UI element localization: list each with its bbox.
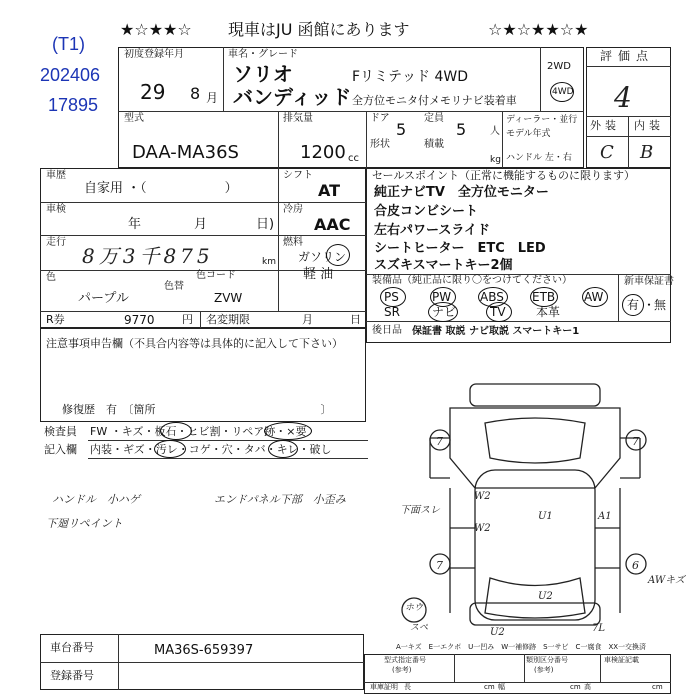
name-label: 車名・グレード xyxy=(228,49,298,60)
mileage-unit: km xyxy=(262,257,276,267)
diagram-label-a1: A1 xyxy=(598,511,612,522)
score-label: 評価点 xyxy=(600,49,655,63)
attach-value: 保証書 取説 ナビ取説 スマートキー1 xyxy=(412,326,580,337)
cap-label: 定員 xyxy=(424,113,444,124)
registration-label: 登録番号 xyxy=(50,669,94,682)
grade-note: 全方位モニタ付メモリナビ装着車 xyxy=(352,94,517,107)
diagram-label-hou: ホウ xyxy=(405,603,424,613)
fuel-circle xyxy=(326,244,350,266)
chassis-value: MA36S-659397 xyxy=(154,643,254,658)
namechange-day: 日 xyxy=(350,313,361,326)
hw-note-2: エンドパネル下部 小歪み xyxy=(214,493,346,506)
color-no-label: 色替 xyxy=(164,281,184,292)
diagram-front-body xyxy=(450,408,620,488)
score-ext: C xyxy=(600,142,614,163)
load-label: 積載 xyxy=(424,139,444,150)
inspection-month: 月 xyxy=(194,217,208,232)
inspector-label-2: 記入欄 xyxy=(44,443,77,456)
shape-label: 形状 xyxy=(370,139,390,150)
footer-ref-2: (参考) xyxy=(534,666,554,674)
selling-point-5: スズキスマートキー2個 xyxy=(374,258,513,273)
car-name-2: バンディッド xyxy=(233,85,352,109)
equip-tv: TV xyxy=(490,305,506,319)
equip-aw-circle xyxy=(582,287,608,307)
equip-ps: PS xyxy=(384,290,399,304)
warranty-circle xyxy=(622,294,644,316)
footer-height: 高 xyxy=(584,683,591,691)
banner-text: 現車はJU 函館にあります xyxy=(228,20,410,39)
fuel-value-1: ガソリン xyxy=(298,250,347,264)
score-int-label: 内装 xyxy=(634,119,664,132)
color-code-label: 色コード xyxy=(196,270,236,281)
diagram-mark-fr: 7 xyxy=(632,435,639,448)
damage-legend: A一キズ E一エクボ U一凹み W一補修跡 S一サビ C一腐食 XX一交換済 xyxy=(396,643,647,651)
footer-cert: 車検証記載 xyxy=(604,656,639,664)
diagram-windshield xyxy=(485,418,585,463)
equip-etb-circle xyxy=(530,287,558,307)
inspector-row-2: 内装・ギズ・汚レ・コゲ・穴・タバ・キレ・破し xyxy=(90,443,332,456)
diagram-front-bumper xyxy=(470,384,600,406)
lot-date: 202406 xyxy=(40,65,101,85)
history-value: 自家用 ・（ ） xyxy=(84,181,238,196)
door-label: ドア xyxy=(370,113,390,124)
color-code: ZVW xyxy=(214,291,243,305)
history-label: 車歴 xyxy=(46,170,66,181)
diagram-label-spare: スペ xyxy=(410,623,429,633)
inspector-circle-1 xyxy=(160,422,192,440)
inspector-row-1: FW ・キズ・板石・ヒビ割・リペア跡・×要 xyxy=(90,425,307,438)
diagram-label-u2-a: U2 xyxy=(538,591,553,602)
fuel-label: 燃料 xyxy=(283,237,303,248)
diagram-mark-rl: 7 xyxy=(436,559,443,572)
equip-etb: ETB xyxy=(532,290,556,304)
footer-width: 幅 xyxy=(498,683,505,691)
chassis-label: 車台番号 xyxy=(50,641,94,654)
diagram-label-aw: AWキズ xyxy=(648,575,685,586)
notes-title: 注意事項申告欄（不具合内容等は具体的に記入して下さい） xyxy=(46,337,343,350)
score-ext-label: 外装 xyxy=(590,119,620,132)
diagram-label-underside: 下面スレ xyxy=(400,505,440,516)
load-unit: kg xyxy=(490,155,501,165)
namechange-month: 月 xyxy=(302,313,313,326)
model-label: 型式 xyxy=(124,113,144,124)
footer-garage: 車庫証明 xyxy=(370,683,398,691)
selling-point-4: シートヒーター ETC LED xyxy=(374,241,546,256)
footer-cm-1: cm xyxy=(484,683,495,691)
selling-point-3: 左右パワースライド xyxy=(374,223,490,238)
equip-ps-circle xyxy=(380,287,406,307)
shift-value: AT xyxy=(318,181,341,200)
footer-ref-1: (参考) xyxy=(392,666,412,674)
diagram-mark-rr: 6 xyxy=(632,559,639,572)
disp-unit: cc xyxy=(348,153,359,164)
warranty-label: 新車保証書 xyxy=(624,276,674,287)
notes-repair: 修復歴 有 〔箇所 〕 xyxy=(62,403,332,416)
warranty-no: 無 xyxy=(654,298,667,312)
door-value: 5 xyxy=(396,120,407,139)
rtax-unit: 円 xyxy=(182,313,193,326)
cap-unit: 人 xyxy=(490,126,500,137)
footer-cm-3: cm xyxy=(652,683,663,691)
inspection-day: 日) xyxy=(256,217,275,232)
banner-stars-right: ☆★☆★★☆★ xyxy=(488,20,589,39)
equip-leather: 本革 xyxy=(536,305,561,319)
score-value: 4 xyxy=(614,81,632,114)
inspection-label: 車検 xyxy=(46,204,66,215)
hw-note-1: ハンドル 小ハゲ xyxy=(52,493,140,506)
reg-label: 初度登録年月 xyxy=(124,49,184,60)
dealer-label: ディーラー・並行 xyxy=(506,115,578,125)
equip-pw: PW xyxy=(432,290,452,304)
equip-title: 装備品（純正品に限り〇をつけてください） xyxy=(372,275,572,286)
ac-value: AAC xyxy=(314,215,351,234)
footer-type-no: 型式指定番号 xyxy=(384,656,426,664)
equip-navi-circle xyxy=(428,302,458,322)
reg-year: 29 xyxy=(140,80,166,104)
drive-2wd: 2WD xyxy=(547,61,571,72)
selling-title: セールスポイント（正常に機能するものに限ります） xyxy=(372,169,636,182)
reg-month: 8 xyxy=(190,84,201,103)
equip-navi: ナビ xyxy=(432,305,457,319)
diagram-label-w2-a: W2 xyxy=(474,491,491,502)
equip-tv-circle xyxy=(486,302,512,322)
cap-value: 5 xyxy=(456,120,467,139)
equip-aw: AW xyxy=(584,290,604,304)
warranty-yes: 有 xyxy=(627,298,640,312)
banner-stars-left: ★☆★★☆ xyxy=(120,20,192,39)
disp-label: 排気量 xyxy=(283,113,313,124)
diagram-label-w2-b: W2 xyxy=(474,523,491,534)
footer-cm-2: cm xyxy=(570,683,581,691)
selling-point-2: 合皮コンビシート xyxy=(374,204,479,219)
handle-label: ハンドル 左・右 xyxy=(506,153,572,163)
equip-abs: ABS xyxy=(480,290,504,304)
footer-length: 長 xyxy=(404,683,411,691)
namechange-label: 名変期限 xyxy=(206,313,250,326)
score-int: B xyxy=(640,142,654,163)
grade: Fリミテッド 4WD xyxy=(352,69,469,85)
equip-sr: SR xyxy=(384,305,400,319)
disp-value: 1200 xyxy=(300,142,346,163)
diagram-label-7l: 7L xyxy=(592,623,606,634)
shift-label: シフト xyxy=(283,170,313,181)
inspector-circle-4 xyxy=(268,440,298,458)
model-year-label: モデル年式 xyxy=(506,129,551,139)
mileage-label: 走行 xyxy=(46,237,66,248)
mileage-value: 8万3千875 xyxy=(82,244,214,268)
footer-class-no: 類別区分番号 xyxy=(526,656,568,664)
color-label: 色 xyxy=(46,272,56,283)
selling-point-1: 純正ナビTV 全方位モニター xyxy=(374,185,549,200)
inspector-circle-2 xyxy=(264,422,312,440)
reg-month-unit: 月 xyxy=(206,91,219,105)
inspector-label-1: 検査員 xyxy=(44,425,77,438)
inspection-year: 年 xyxy=(128,217,142,232)
hw-note-3: 下廻リペイント xyxy=(46,517,123,530)
inspector-circle-3 xyxy=(154,440,186,458)
rtax-value: 9770 xyxy=(124,313,155,327)
color-value: パープル xyxy=(78,291,129,306)
rtax-label: R券 xyxy=(46,313,65,326)
diagram-rear-window xyxy=(485,578,585,618)
car-name-1: ソリオ xyxy=(233,62,293,86)
drive-4wd: 4WD xyxy=(552,87,574,97)
diagram-mark-fl: 7 xyxy=(436,435,443,448)
diagram-label-u2-b: U2 xyxy=(490,627,505,638)
attach-label: 後日品 xyxy=(372,325,402,336)
lot-tag: (T1) xyxy=(52,34,85,54)
model-value: DAA-MA36S xyxy=(132,142,239,163)
warranty-sep: ・ xyxy=(643,298,656,312)
ac-label: 冷房 xyxy=(283,204,303,215)
diagram-roof xyxy=(475,470,595,620)
fuel-value-2: 軽 油 xyxy=(303,267,334,282)
lot-number: 17895 xyxy=(48,95,99,115)
diagram-label-u1: U1 xyxy=(538,511,553,522)
